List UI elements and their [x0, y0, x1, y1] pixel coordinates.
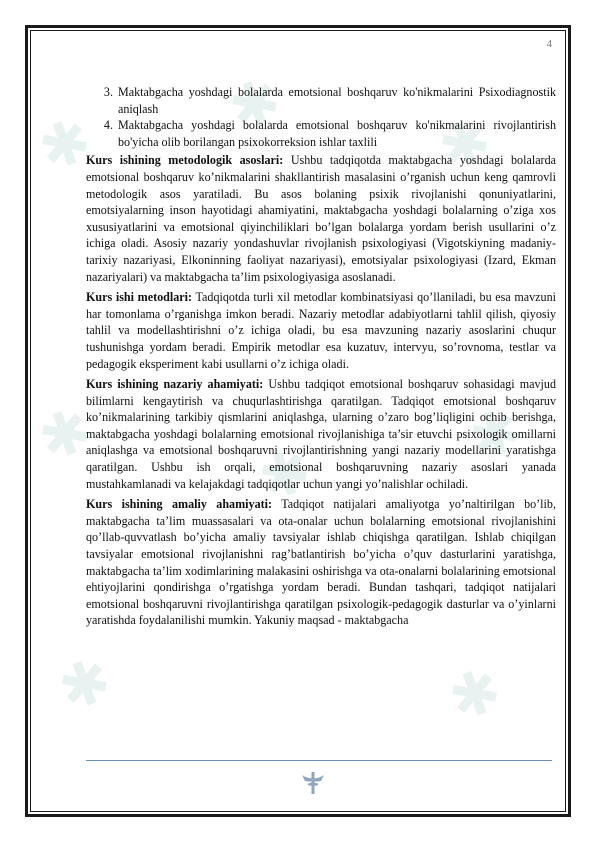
watermark: ✱: [29, 393, 101, 477]
watermark: ✱: [219, 63, 291, 147]
numbered-list: [86, 84, 556, 150]
list-item: 3. Maktabgacha yoshdagi bolalarda emotsional boshqaruv ko'nikmalarini Psixodiagnostik aniqlash: [116, 84, 556, 117]
paragraph-heading: Kurs ishining metodologik asoslari:: [86, 153, 284, 168]
page-number: 4: [546, 38, 552, 50]
footer-divider: [86, 760, 552, 761]
watermark: ✱: [459, 393, 531, 477]
paragraph-text: Ushbu tadqiqotda maktabgacha yoshdagi bolalarda emotsional boshqaruv ko’nikmalarini shakllantirish masalasini o’rganish uchun keng qamrovli metodologik asos yaratiladi. Bu asos bolaning psixik rivojlanishi qonuniyatlarini, emotsiyalarning inson hayotidagi ahamiyatini, maktabgacha yoshdagi bolalarning o’ziga xos xususiyatlarini va emotsional qiyinchiliklari bo’lgan bolalarga yordam berish usullarini o’z ichiga oladi. Asosiy nazariy yondashuvlar rivojlanish psixologiyasi (Vigotskiyning madaniy-tarixiy nazariyasi, Elkoninning faoliyat nazariyasi), emotsiyalar psixologiyasi (Izard, Ekman nazariyalari) va maktabgacha ta’lim psixologiyasiga asoslanadi.: [86, 153, 556, 284]
paragraph-text: Tadqiqotda turli xil metodlar kombinatsiyasi qo’llaniladi, bu esa mavzuni har tomonlama o’rganishga imkon beradi. Nazariy metodlar adabiyotlarni tahlil qilish, qiyosiy tahlil va modellashtirishni o’z ichiga oladi, bu esa mavzuning nazariy asoslarini chuqur tushunishga yordam beradi. Empirik metodlar esa kuzatuv, intervyu, so’rovnoma, testlar va pedagogik eksperiment kabi usullarni o’z ichiga oladi.: [86, 290, 556, 371]
paragraph-heading: Kurs ishining nazariy ahamiyati:: [86, 377, 264, 392]
paragraph-methods: [86, 289, 556, 372]
paragraph-text: Tadqiqot natijalari amaliyotga yo’naltirilgan bo’lib, maktabgacha ta’lim muassasalari va ota-onalar uchun bolalarning emotsional rivojlanishini qo’llab-quvvatlash bo’yicha amaliy tavsiyalar ishlab chiqishga qaratilgan. Ishlab chiqilgan tavsiyalar emotsional rivojlanishni rag’batlantirish bo’yicha o’quv dasturlarini yaratishga, maktabgacha ta’lim xodimlarining malakasini oshirishga va ota-onalarni bolalarining emotsional ehtiyojlarini qondirishga o’rgatishga yordam beradi. Bundan tashqari, tadqiqot natijalari emotsional boshqaruvni rivojlantirishga qaratilgan psixologik-pedagogik dasturlar va o’yinlarni yaratishda foydalanilishi mumkin. Yakuniy maqsad - maktabgacha: [86, 497, 556, 628]
paragraph-heading: Kurs ishi metodlari:: [86, 290, 193, 305]
watermark: ✱: [29, 103, 101, 187]
watermark: ✱: [429, 103, 501, 187]
paragraph-methodological-basis: [86, 152, 556, 285]
watermark: ✱: [49, 643, 121, 727]
paragraph-theoretical-significance: [86, 376, 556, 492]
paragraph-practical-significance: [86, 496, 556, 629]
document-body: [86, 84, 556, 633]
paragraph-heading: Kurs ishining amaliy ahamiyati:: [86, 497, 273, 512]
watermark: ✱: [249, 433, 321, 517]
paragraph-text: Ushbu tadqiqot emotsional boshqaruv sohasidagi mavjud bilimlarni kengaytirish va chuqurlashtirishga qaratilgan. Tadqiqot emotsional boshqaruv ko’nikmalarining tarkibiy qismlarini aniqlashga, ularning o’zaro bog’liqligini ochib berishga, maktabgacha yoshdagi bolalarning emotsional rivojlanishiga ta’sir etuvchi psixologik omillarni aniqlashga va emotsional boshqaruvni rivojlantirishning yangi nazariy modellarini yaratishga qaratilgan. Ushbu ish orqali, emotsional boshqaruvning nazariy asoslari yanada mustahkamlanadi va kelajakdagi tadqiqotlar uchun yangi yo’nalishlar ochiladi.: [86, 377, 556, 491]
list-item: 4. Maktabgacha yoshdagi bolalarda emotsional boshqaruv ko'nikmalarini rivojlantirish bo'yicha olib borilangan psixokorreksion ishlar taxlili: [116, 117, 556, 150]
stylized-tree-logo-icon: [299, 770, 327, 796]
watermark: ✱: [439, 653, 511, 737]
